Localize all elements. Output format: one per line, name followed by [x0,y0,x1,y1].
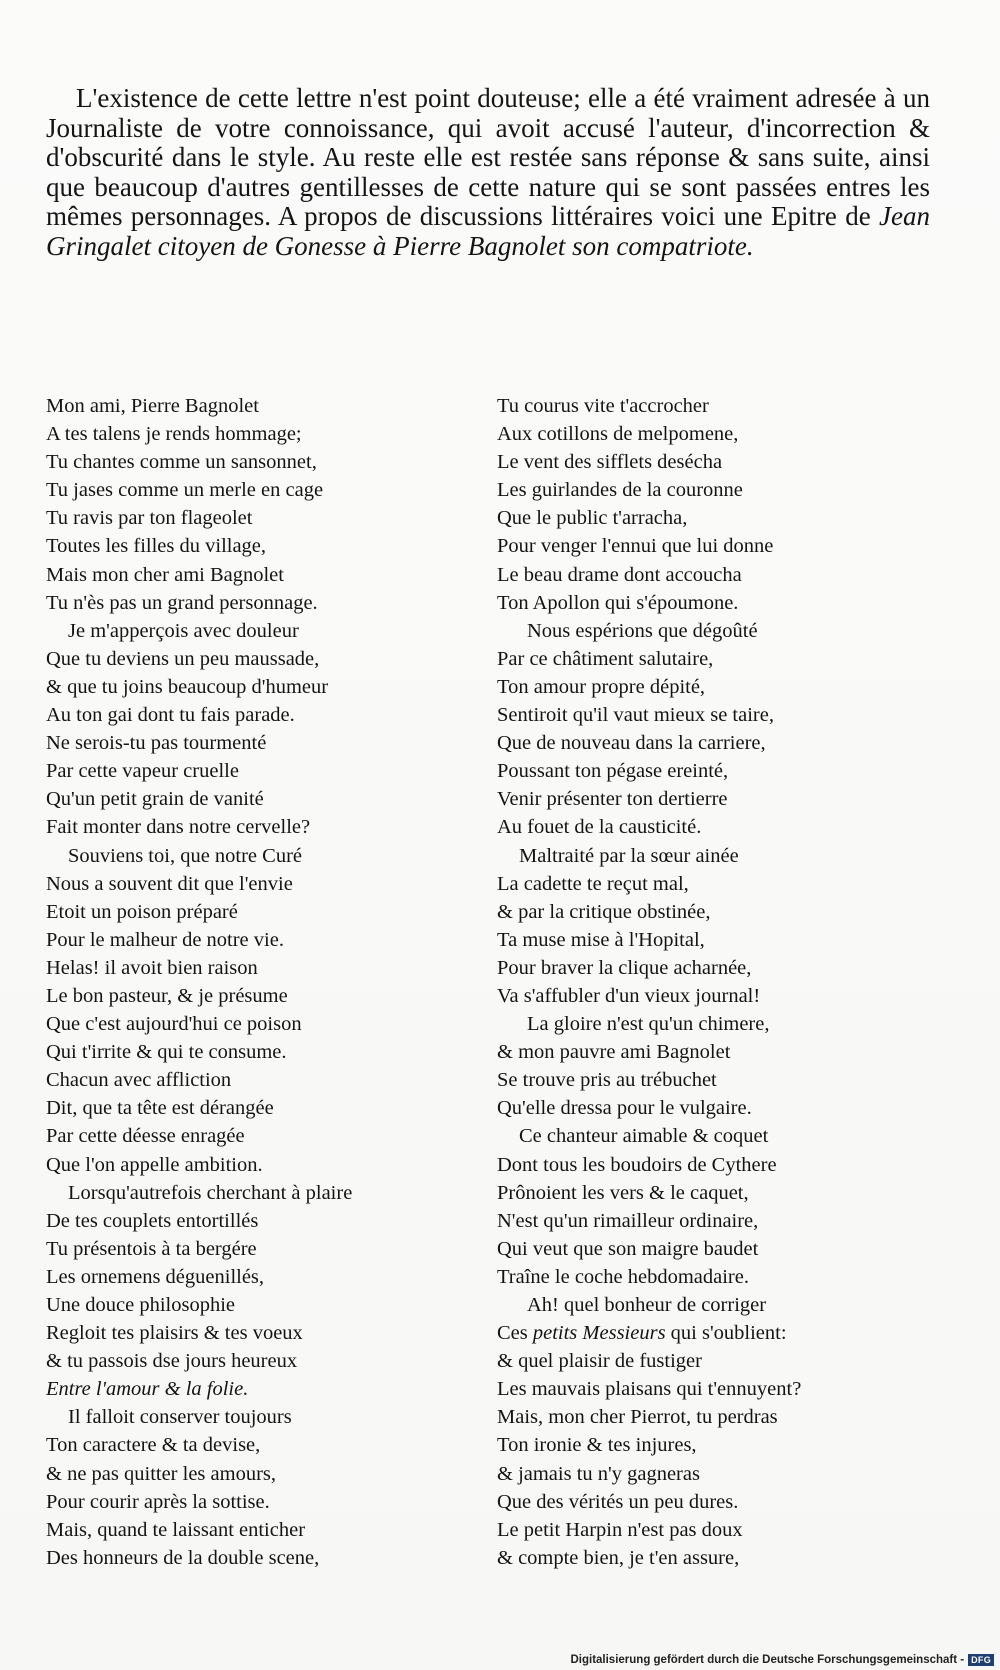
verse-line: Qui t'irrite & qui te consume. [46,1041,287,1064]
verse-line: Ah! quel bonheur de corriger [527,1294,767,1316]
verse-line: Va s'affubler d'un vieux journal! [497,984,761,1007]
verse-line: Qui veut que son maigre baudet [497,1237,759,1260]
verse-line: Le bon pasteur, & je présume [46,984,288,1007]
verse-line: Ton Apollon qui s'époumone. [497,591,739,614]
credit-text: Digitalisierung gefördert durch die Deutsche Forschungsgemeinschaft - [570,1654,965,1666]
verse-line: & compte bien, je t'en assure, [497,1546,740,1569]
epistle-title: Jean Gringalet citoyen de Gonesse à Pierre Bagnolet son compatriote. [46,201,930,261]
verse-line: Fait monter dans notre cervelle? [46,816,311,839]
verse-line: Qu'elle dressa pour le vulgaire. [497,1097,752,1120]
verse-line: & mon pauvre ami Bagnolet [497,1041,731,1064]
verse-line: Souviens toi, que notre Curé [68,844,303,867]
verse-line: Que de nouveau dans la carriere, [497,732,766,755]
verse-line: Une douce philosophie [46,1294,236,1316]
verse-line: Les ornemens déguenillés, [46,1265,265,1288]
verse-line: & par la critique obstinée, [497,900,711,923]
verse-line: Tu chantes comme un sansonnet, [46,451,317,474]
verse-line: La cadette te reçut mal, [497,872,689,895]
verse-line: Mais mon cher ami Bagnolet [46,563,284,586]
verse-line: Helas! il avoit bien raison [46,956,258,979]
intro-paragraph [46,84,930,261]
verse-line: Poussant ton pégase ereinté, [497,760,729,783]
verse-line: Sentiroit qu'il vaut mieux se taire, [497,704,774,727]
verse-line: Traîne le coche hebdomadaire. [497,1265,749,1288]
verse-line: Au ton gai dont tu fais parade. [46,704,295,727]
verse-line: Aux cotillons de melpomene, [497,423,739,446]
verse-line: Je m'apperçois avec douleur [68,619,299,642]
poem-column-right [497,392,927,1572]
verse-line: Nous a souvent dit que l'envie [46,872,293,895]
verse-line: Tu ravis par ton flageolet [46,507,253,530]
verse-line: Toutes les filles du village, [46,535,267,558]
verse-line: Lorsqu'autrefois cherchant à plaire [68,1181,353,1204]
verse-line: & quel plaisir de fustiger [497,1350,702,1373]
verse-line: Chacun avec affliction [46,1069,232,1092]
verse-line: Ne serois-tu pas tourmenté [46,732,267,755]
verse-line: Ces petits Messieurs qui s'oublient: [497,1322,787,1345]
verse-line: Les guirlandes de la couronne [497,479,743,502]
verse-line: Maltraité par la sœur ainée [519,844,739,867]
verse-line: De tes couplets entortillés [46,1209,259,1232]
poem-column-left [46,392,466,1572]
verse-line: A tes talens je rends hommage; [46,423,302,446]
verse-line: Pour le malheur de notre vie. [46,928,284,951]
verse-line: Etoit un poison préparé [46,900,238,923]
verse-line: Mais, mon cher Pierrot, tu perdras [497,1406,778,1429]
verse-line: N'est qu'un rimailleur ordinaire, [497,1209,759,1232]
verse-line: Mais, quand te laissant enticher [46,1518,306,1541]
verse-line: Ton amour propre dépité, [497,675,706,698]
verse-line: La gloire n'est qu'un chimere, [527,1013,770,1036]
verse-line: Tu présentois à ta bergére [46,1237,257,1260]
verse-line: Prônoient les vers & le caquet, [497,1181,749,1204]
verse-line: Tu courus vite t'accrocher [497,395,709,417]
verse-line: & que tu joins beaucoup d'humeur [46,675,329,698]
verse-line: Venir présenter ton dertierre [497,788,728,811]
verse-line: & ne pas quitter les amours, [46,1462,277,1485]
verse-line: Ce chanteur aimable & coquet [519,1125,769,1148]
dfg-logo: DFG [968,1654,994,1666]
verse-line: Ton caractere & ta devise, [46,1434,261,1457]
verse-line: Dit, que ta tête est dérangée [46,1097,274,1120]
verse-line: Tu jases comme un merle en cage [46,479,324,502]
verse-line: Mon ami, Pierre Bagnolet [46,395,259,417]
verse-line: Que le public t'arracha, [497,507,688,530]
verse-line: Pour venger l'ennui que lui donne [497,535,774,558]
verse-line: Nous espérions que dégoûté [527,619,758,642]
verse-line: Ta muse mise à l'Hopital, [497,928,705,951]
verse-line: Au fouet de la causticité. [497,816,702,839]
verse-line: Entre l'amour & la folie. [46,1378,249,1401]
verse-line: Que c'est aujourd'hui ce poison [46,1013,302,1036]
verse-line: Que des vérités un peu dures. [497,1490,739,1513]
verse-line: Regloit tes plaisirs & tes voeux [46,1322,303,1345]
verse-line: Ton ironie & tes injures, [497,1434,697,1457]
verse-line: & jamais tu n'y gagneras [497,1462,700,1485]
digitization-credit [570,1654,994,1666]
verse-line: Par cette vapeur cruelle [46,760,239,783]
verse-line: Dont tous les boudoirs de Cythere [497,1153,777,1176]
verse-line: Que l'on appelle ambition. [46,1153,263,1176]
verse-line: Les mauvais plaisans qui t'ennuyent? [497,1378,802,1401]
verse-line: Tu n'ès pas un grand personnage. [46,591,318,614]
verse-line: Par cette déesse enragée [46,1125,245,1148]
verse-line: Il falloit conserver toujours [68,1406,292,1429]
verse-line: Pour courir après la sottise. [46,1490,270,1513]
verse-line: Des honneurs de la double scene, [46,1546,320,1569]
verse-line: Le beau drame dont accoucha [497,563,742,586]
verse-line: Le petit Harpin n'est pas doux [497,1518,743,1541]
verse-line: Que tu deviens un peu maussade, [46,647,320,670]
verse-line: Pour braver la clique acharnée, [497,956,752,979]
verse-line: Qu'un petit grain de vanité [46,788,264,811]
verse-line: Se trouve pris au trébuchet [497,1069,717,1092]
verse-line: Le vent des sifflets desécha [497,451,723,474]
verse-line: & tu passois dse jours heureux [46,1350,298,1373]
intro-text: L'existence de cette lettre n'est point douteuse; elle a été vraiment adresée à un Journaliste de votre connoissance, qui avoit accusé l'auteur, d'incorrection & d'obscurité dans le style. Au reste elle est restée sans réponse & sans suite, ainsi que beaucoup d'autres gentillesses de cette nature qui se sont passées entres les mêmes personnages. A propos de discussions littéraires voici une Epitre de [46,83,930,231]
verse-line: Par ce châtiment salutaire, [497,647,714,670]
